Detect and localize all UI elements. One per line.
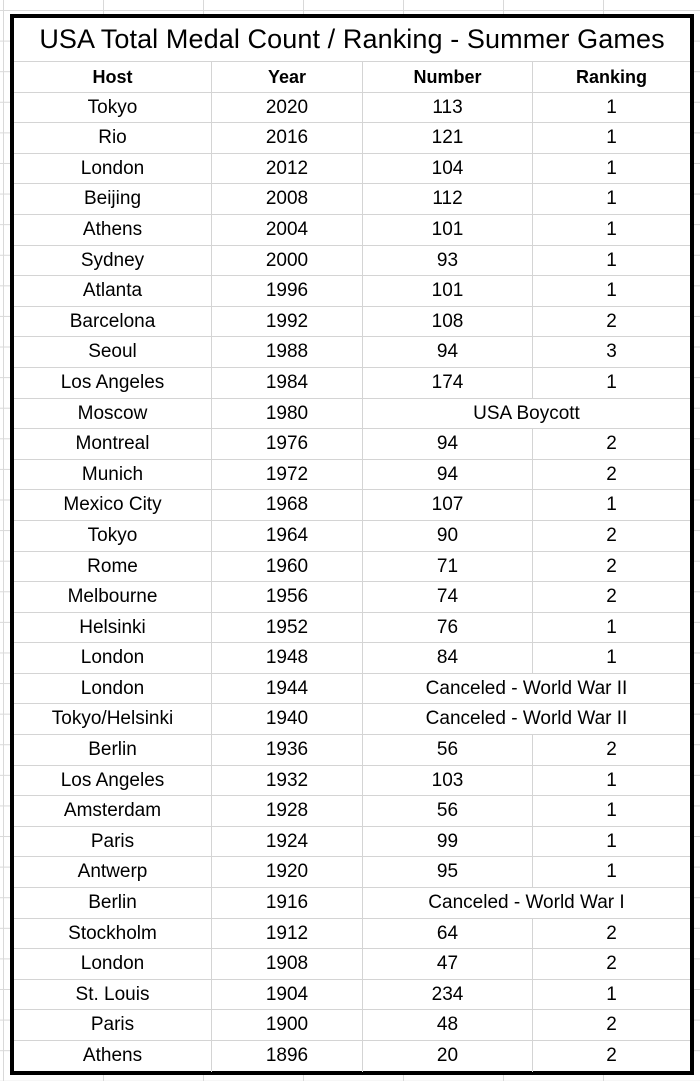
host-cell[interactable]: Seoul	[14, 337, 212, 367]
number-cell[interactable]: 94	[363, 337, 533, 367]
table-row	[14, 735, 690, 766]
host-cell[interactable]: Melbourne	[14, 582, 212, 612]
ranking-cell[interactable]: 2	[606, 310, 617, 332]
host-cell[interactable]: London	[14, 949, 212, 979]
host-cell[interactable]: London	[14, 643, 212, 673]
year-cell[interactable]: 1916	[212, 888, 363, 918]
table-row	[14, 429, 690, 460]
table-row	[14, 704, 690, 735]
table-row	[14, 827, 690, 858]
ranking-cell[interactable]: 1	[606, 983, 617, 1005]
number-cell[interactable]: 101	[363, 215, 533, 245]
year-cell[interactable]: 1996	[212, 276, 363, 306]
year-cell[interactable]: 2004	[212, 215, 363, 245]
ranking-cell[interactable]: 1	[606, 769, 617, 791]
ranking-cell[interactable]: 1	[606, 371, 617, 393]
header-host[interactable]: Host	[14, 62, 212, 92]
number-cell[interactable]: 103	[363, 766, 533, 796]
number-cell[interactable]: 108	[363, 307, 533, 337]
host-cell[interactable]: Los Angeles	[14, 766, 212, 796]
number-cell[interactable]: 101	[363, 276, 533, 306]
host-cell[interactable]: Berlin	[14, 888, 212, 918]
year-cell[interactable]: 1956	[212, 582, 363, 612]
year-cell[interactable]: 1964	[212, 521, 363, 551]
table-row	[14, 766, 690, 797]
year-cell[interactable]: 1940	[212, 704, 363, 734]
ranking-cell[interactable]: 1	[606, 494, 617, 516]
ranking-cell[interactable]: 1	[606, 280, 617, 302]
table-row	[14, 123, 690, 154]
table-title[interactable]: USA Total Medal Count / Ranking - Summer Games	[14, 18, 690, 62]
host-cell[interactable]: Montreal	[14, 429, 212, 459]
number-cell[interactable]: 99	[363, 827, 533, 857]
ranking-cell[interactable]: 1	[606, 157, 617, 179]
ranking-cell[interactable]: 1	[606, 127, 617, 149]
host-cell[interactable]: Sydney	[14, 246, 212, 276]
table-row	[14, 490, 690, 521]
host-cell[interactable]: Antwerp	[14, 857, 212, 887]
number-cell[interactable]: 56	[363, 735, 533, 765]
note-cell[interactable]: Canceled - World War I	[428, 892, 625, 914]
ranking-cell[interactable]: 2	[606, 433, 617, 455]
table-row	[14, 796, 690, 827]
ranking-cell[interactable]: 1	[606, 861, 617, 883]
table-row	[14, 613, 690, 644]
year-cell[interactable]: 2016	[212, 123, 363, 153]
year-cell[interactable]: 2008	[212, 184, 363, 214]
number-cell[interactable]: 112	[363, 184, 533, 214]
year-cell[interactable]: 1984	[212, 368, 363, 398]
host-cell[interactable]: Tokyo	[14, 521, 212, 551]
ranking-cell[interactable]: 2	[606, 922, 617, 944]
ranking-cell[interactable]: 2	[606, 1045, 617, 1066]
number-cell[interactable]: 104	[363, 154, 533, 184]
host-cell[interactable]: Athens	[14, 215, 212, 245]
host-cell[interactable]: Los Angeles	[14, 368, 212, 398]
number-cell[interactable]: 94	[363, 460, 533, 490]
year-cell[interactable]: 1980	[212, 399, 363, 429]
ranking-cell[interactable]: 2	[606, 953, 617, 975]
table-row	[14, 460, 690, 491]
number-cell[interactable]: 121	[363, 123, 533, 153]
number-cell[interactable]: 113	[363, 93, 533, 123]
number-cell[interactable]: 95	[363, 857, 533, 887]
number-cell[interactable]: 47	[363, 949, 533, 979]
number-cell[interactable]: 90	[363, 521, 533, 551]
year-cell[interactable]: 1948	[212, 643, 363, 673]
host-cell[interactable]: Rio	[14, 123, 212, 153]
host-cell[interactable]: Tokyo/Helsinki	[14, 704, 212, 734]
year-cell[interactable]: 2020	[212, 93, 363, 123]
year-cell[interactable]: 1896	[212, 1041, 363, 1072]
host-cell[interactable]: Athens	[14, 1041, 212, 1072]
year-cell[interactable]: 1976	[212, 429, 363, 459]
host-cell[interactable]: Stockholm	[14, 919, 212, 949]
host-cell[interactable]: Rome	[14, 552, 212, 582]
ranking-cell[interactable]: 2	[606, 586, 617, 608]
ranking-cell[interactable]: 2	[606, 524, 617, 546]
host-cell[interactable]: Munich	[14, 460, 212, 490]
table-row	[14, 368, 690, 399]
year-cell[interactable]: 1936	[212, 735, 363, 765]
number-cell[interactable]: 74	[363, 582, 533, 612]
year-cell[interactable]: 1972	[212, 460, 363, 490]
note-cell[interactable]: Canceled - World War II	[425, 677, 628, 699]
number-cell[interactable]: 84	[363, 643, 533, 673]
medal-table	[10, 14, 694, 1075]
year-cell[interactable]: 1920	[212, 857, 363, 887]
table-row	[14, 307, 690, 338]
ranking-cell[interactable]: 1	[606, 96, 617, 118]
year-cell[interactable]: 1968	[212, 490, 363, 520]
ranking-cell[interactable]: 1	[606, 249, 617, 271]
number-cell[interactable]: 94	[363, 429, 533, 459]
table-row	[14, 552, 690, 583]
header-year[interactable]: Year	[212, 62, 363, 92]
ranking-cell[interactable]: 1	[606, 616, 617, 638]
host-cell[interactable]: Amsterdam	[14, 796, 212, 826]
host-cell[interactable]: St. Louis	[14, 980, 212, 1010]
year-cell[interactable]: 2012	[212, 154, 363, 184]
number-cell[interactable]: 174	[363, 368, 533, 398]
ranking-cell[interactable]: 2	[606, 1014, 617, 1036]
ranking-cell[interactable]: 1	[606, 830, 617, 852]
host-cell[interactable]: Beijing	[14, 184, 212, 214]
host-cell[interactable]: Paris	[14, 1010, 212, 1040]
ranking-cell[interactable]: 1	[606, 218, 617, 240]
table-row	[14, 857, 690, 888]
header-number[interactable]: Number	[363, 62, 533, 92]
ranking-cell[interactable]: 1	[606, 800, 617, 822]
ranking-cell[interactable]: 1	[606, 647, 617, 669]
year-cell[interactable]: 1912	[212, 919, 363, 949]
ranking-cell[interactable]: 1	[606, 188, 617, 210]
number-cell[interactable]: 71	[363, 552, 533, 582]
year-cell[interactable]: 1960	[212, 552, 363, 582]
year-cell[interactable]: 1952	[212, 613, 363, 643]
table-row	[14, 276, 690, 307]
host-cell[interactable]: Paris	[14, 827, 212, 857]
host-cell[interactable]: London	[14, 154, 212, 184]
host-cell[interactable]: Mexico City	[14, 490, 212, 520]
number-cell[interactable]: 48	[363, 1010, 533, 1040]
table-row	[14, 674, 690, 705]
host-cell[interactable]: London	[14, 674, 212, 704]
table-row	[14, 643, 690, 674]
ranking-cell[interactable]: 2	[606, 739, 617, 761]
table-row	[14, 980, 690, 1011]
year-cell[interactable]: 1924	[212, 827, 363, 857]
header-ranking[interactable]: Ranking	[575, 67, 647, 87]
table-row	[14, 399, 690, 430]
year-cell[interactable]: 1904	[212, 980, 363, 1010]
host-cell[interactable]: Moscow	[14, 399, 212, 429]
host-cell[interactable]: Barcelona	[14, 307, 212, 337]
number-cell[interactable]: 76	[363, 613, 533, 643]
header-row	[14, 62, 690, 93]
year-cell[interactable]: 1992	[212, 307, 363, 337]
table-row	[14, 949, 690, 980]
host-cell[interactable]: Atlanta	[14, 276, 212, 306]
table-row	[14, 888, 690, 919]
number-cell[interactable]: 64	[363, 919, 533, 949]
note-cell[interactable]: Canceled - World War II	[425, 708, 628, 730]
table-row	[14, 154, 690, 185]
number-cell[interactable]: 56	[363, 796, 533, 826]
table-row	[14, 1041, 690, 1072]
table-row	[14, 1010, 690, 1041]
year-cell[interactable]: 1928	[212, 796, 363, 826]
host-cell[interactable]: Berlin	[14, 735, 212, 765]
number-cell[interactable]: 20	[363, 1041, 533, 1072]
number-cell[interactable]: 107	[363, 490, 533, 520]
year-cell[interactable]: 1988	[212, 337, 363, 367]
ranking-cell[interactable]: 2	[606, 555, 617, 577]
number-cell[interactable]: 234	[363, 980, 533, 1010]
number-cell[interactable]: 93	[363, 246, 533, 276]
table-row	[14, 184, 690, 215]
host-cell[interactable]: Helsinki	[14, 613, 212, 643]
table-body	[14, 93, 690, 1072]
table-row	[14, 337, 690, 368]
year-cell[interactable]: 1932	[212, 766, 363, 796]
year-cell[interactable]: 2000	[212, 246, 363, 276]
table-row	[14, 582, 690, 613]
table-row	[14, 919, 690, 950]
host-cell[interactable]: Tokyo	[14, 93, 212, 123]
table-row	[14, 246, 690, 277]
ranking-cell[interactable]: 3	[606, 341, 617, 363]
table-row	[14, 93, 690, 124]
year-cell[interactable]: 1908	[212, 949, 363, 979]
year-cell[interactable]: 1944	[212, 674, 363, 704]
ranking-cell[interactable]: 2	[606, 463, 617, 485]
note-cell[interactable]: USA Boycott	[473, 402, 580, 424]
year-cell[interactable]: 1900	[212, 1010, 363, 1040]
table-row	[14, 521, 690, 552]
table-row	[14, 215, 690, 246]
